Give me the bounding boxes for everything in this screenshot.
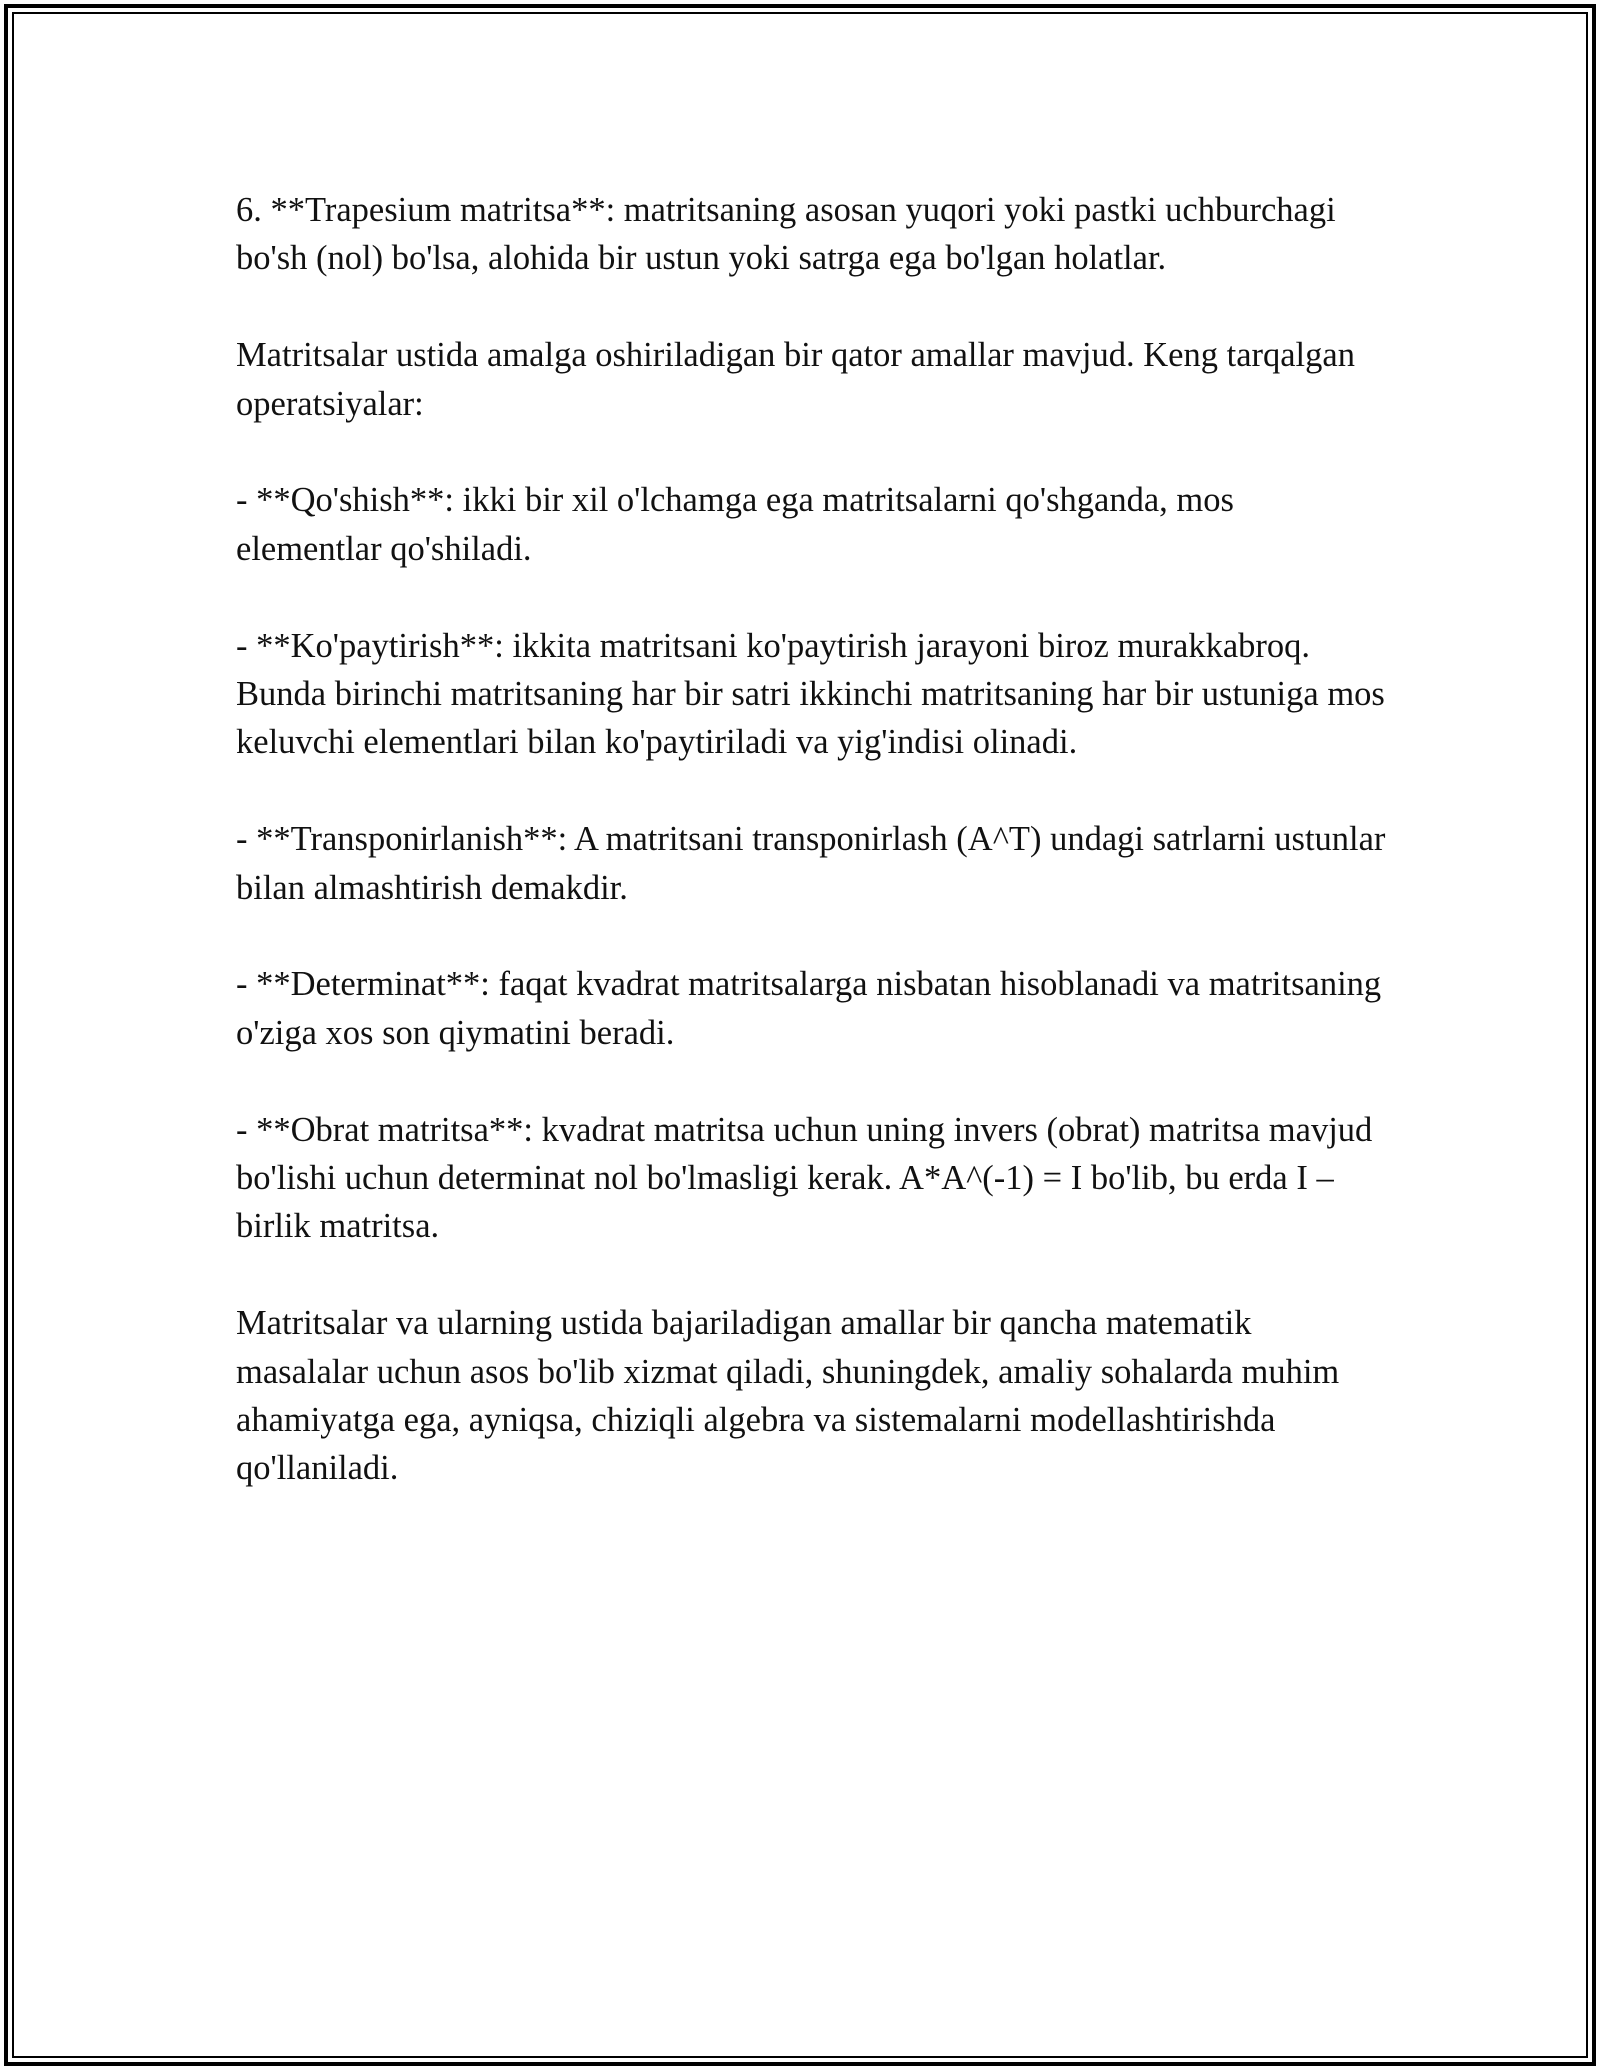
paragraph-kopaytirish: - **Ko'paytirish**: ikkita matritsani ko'paytirish jarayoni biroz murakkabroq. Bunda birinchi matritsaning har bir satri ikkinchi matritsaning har bir ustuniga mos keluvchi elementlari bilan ko'paytiriladi va yig'indisi olinadi. [236,626,1385,762]
paragraph-conclusion: Matritsalar va ularning ustida bajariladigan amallar bir qancha matematik masalalar uchun asos bo'lib xizmat qiladi, shuningdek, amaliy sohalarda muhim ahamiyatga ega, ayniqsa, chiziqli algebra va sistemalarni modellashtirishda qo'llaniladi. [236,1304,1340,1488]
paragraph-determinat: - **Determinat**: faqat kvadrat matritsalarga nisbatan hisoblanadi va matritsaning o'ziga xos son qiymatini beradi. [236,965,1382,1052]
paragraph-operations-intro: Matritsalar ustida amalga oshiriladigan bir qator amallar mavjud. Keng tarqalgan operatsiyalar: [236,336,1355,423]
paragraph-transponirlanish: - **Transponirlanish**: A matritsani transponirlash (A^T) undagi satrlarni ustunlar bilan almashtirish demakdir. [236,820,1386,907]
paragraph-obrat-matritsa: - **Obrat matritsa**: kvadrat matritsa uchun uning invers (obrat) matritsa mavjud bo'lishi uchun determinat nol bo'lmasligi kerak. A*A^(-1) = I bo'lib, bu erda I – birlik matritsa. [236,1110,1373,1246]
document-body [236,186,1386,1493]
paragraph-qoshish: - **Qo'shish**: ikki bir xil o'lchamga ega matritsalarni qo'shganda, mos elementlar qo'shiladi. [236,481,1234,568]
paragraph-trapesium-matritsa: 6. **Trapesium matritsa**: matritsaning asosan yuqori yoki pastki uchburchagi bo'sh (nol) bo'lsa, alohida bir ustun yoki satrga ega bo'lgan holatlar. [236,191,1336,278]
